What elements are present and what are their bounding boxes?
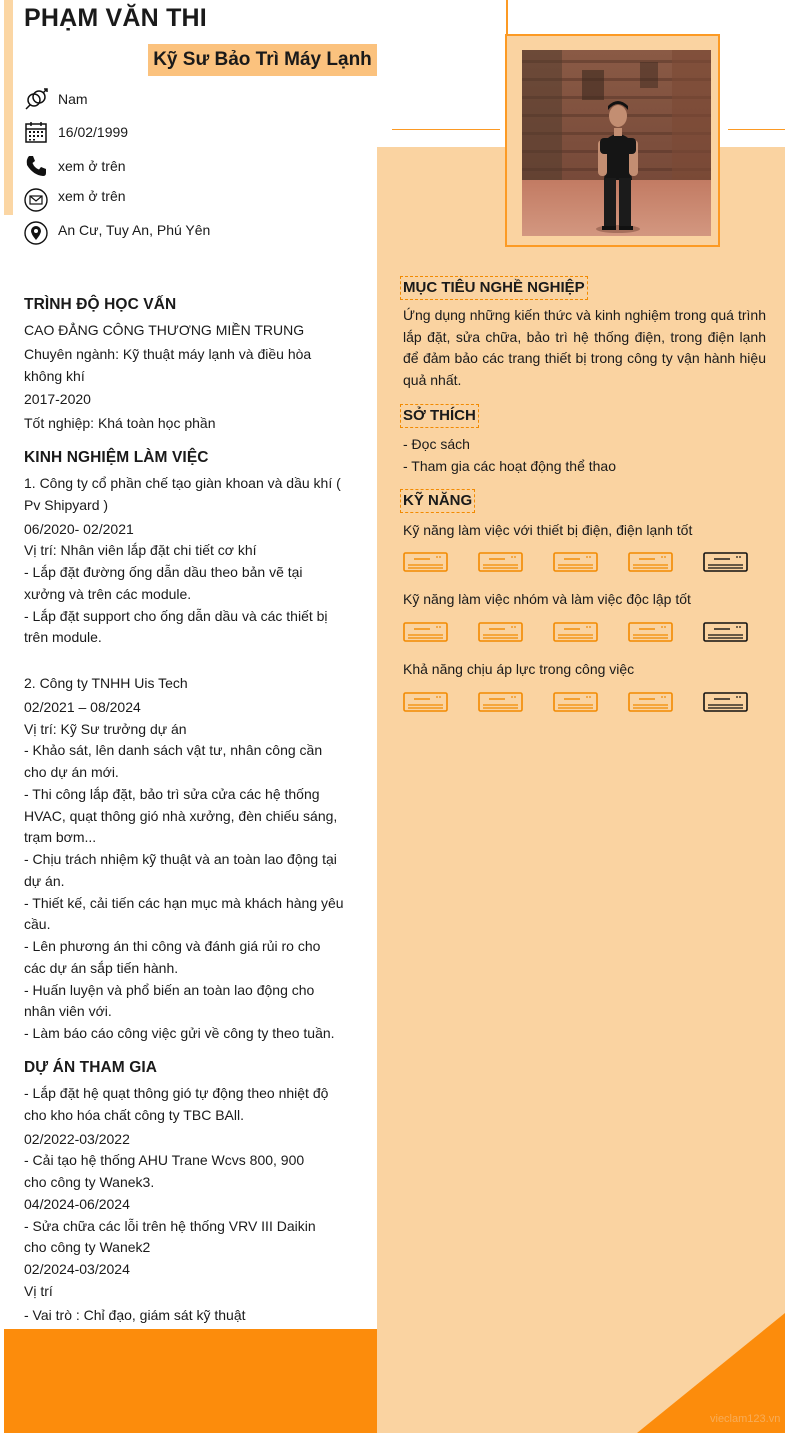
info-birthday (24, 119, 129, 145)
air-conditioner-icon-empty (703, 692, 748, 712)
experience-line: - Huấn luyện và phổ biến an toàn lao động cho (24, 982, 315, 998)
job-title: Kỹ Sư Bảo Trì Máy Lạnh (148, 44, 377, 76)
air-conditioner-icon-filled (628, 552, 673, 572)
experience-line: 1. Công ty cổ phần chế tạo giàn khoan và dầu khí ( (24, 475, 341, 491)
address-value: An Cư, Tuy An, Phú Yên (58, 222, 211, 238)
air-conditioner-icon-filled (478, 622, 523, 642)
air-conditioner-icon-filled (553, 552, 598, 572)
skill-label: Khả năng chịu áp lực trong công việc (403, 661, 635, 677)
decor-horizontal-line-left (392, 129, 500, 130)
education-line: 2017-2020 (24, 391, 91, 407)
project-line: cho kho hóa chất công ty TBC BAll. (24, 1107, 244, 1123)
project-line: - Sửa chữa các lỗi trên hệ thống VRV III Daikin (24, 1218, 316, 1234)
experience-line: - Làm báo cáo công việc gửi về công ty theo tuần. (24, 1025, 335, 1041)
skill-rating (403, 692, 748, 712)
experience-line: các dự án sắp tiến hành. (24, 960, 179, 976)
hobby-item: - Đọc sách (403, 436, 470, 452)
experience-line: Vị trí: Kỹ Sư trưởng dự án (24, 721, 187, 737)
avatar-illustration (522, 50, 711, 236)
experience-line: trạm bơm... (24, 829, 97, 845)
experience-line: - Lắp đặt support cho ống dẫn dầu và các thiết bị (24, 608, 328, 624)
education-line: Chuyên ngành: Kỹ thuật máy lạnh và điều hòa (24, 346, 312, 362)
phone-icon (24, 154, 48, 178)
hobbies-heading: SỞ THÍCH (400, 404, 479, 428)
decor-vertical-line (506, 0, 508, 34)
education-line: CAO ĐẲNG CÔNG THƯƠNG MIỀN TRUNG (24, 322, 305, 338)
decor-horizontal-line-right (728, 129, 785, 130)
skills-heading: KỸ NĂNG (400, 489, 475, 513)
hobby-item: - Tham gia các hoạt động thể thao (403, 458, 616, 474)
phone-value: xem ở trên (58, 158, 126, 174)
email-value: xem ở trên (58, 188, 126, 204)
experience-line: HVAC, quạt thông gió nhà xưởng, đèn chiếu sáng, (24, 808, 338, 824)
air-conditioner-icon-filled (628, 622, 673, 642)
bottom-decor-block (4, 1329, 377, 1433)
project-line: cho công ty Wanek3. (24, 1174, 155, 1190)
experience-line: 02/2021 – 08/2024 (24, 699, 141, 715)
air-conditioner-icon-filled (553, 622, 598, 642)
experience-line: - Thi công lắp đặt, bảo trì sửa cửa các hệ thống (24, 786, 320, 802)
experience-line: Vị trí: Nhân viên lắp đặt chi tiết cơ khí (24, 542, 257, 558)
air-conditioner-icon-filled (628, 692, 673, 712)
left-accent-bar (4, 0, 13, 215)
air-conditioner-icon-empty (703, 552, 748, 572)
experience-heading: KINH NGHIỆM LÀM VIỆC (24, 449, 209, 466)
location-pin-icon (24, 221, 48, 245)
project-line: - Lắp đặt hệ quạt thông gió tự động theo nhiệt độ (24, 1085, 329, 1101)
objective-heading: MỤC TIÊU NGHỀ NGHIỆP (400, 276, 588, 300)
skill-rating (403, 622, 748, 642)
calendar-icon (24, 120, 48, 144)
education-heading: TRÌNH ĐỘ HỌC VẤN (24, 296, 177, 313)
email-icon (24, 188, 48, 212)
candidate-name: PHẠM VĂN THI (24, 4, 207, 32)
experience-line: cho dự án mới. (24, 764, 119, 780)
air-conditioner-icon-empty (703, 622, 748, 642)
skill-rating (403, 552, 748, 572)
experience-line: trên module. (24, 629, 102, 645)
experience-line: - Lắp đặt đường ống dẫn dầu theo bản vẽ tại (24, 564, 303, 580)
info-phone (24, 153, 126, 179)
skill-label: Kỹ năng làm việc với thiết bị điện, điện lạnh tốt (403, 522, 693, 538)
experience-line: nhân viên với. (24, 1003, 112, 1019)
gender-value: Nam (58, 91, 88, 107)
experience-line: 06/2020- 02/2021 (24, 521, 134, 537)
birthday-value: 16/02/1999 (58, 124, 129, 140)
air-conditioner-icon-filled (478, 692, 523, 712)
info-gender (24, 86, 88, 112)
experience-line: 2. Công ty TNHH Uis Tech (24, 675, 188, 691)
air-conditioner-icon-filled (553, 692, 598, 712)
project-line: 04/2024-06/2024 (24, 1196, 130, 1212)
experience-line: - Khảo sát, lên danh sách vật tư, nhân công cần (24, 742, 323, 758)
skill-label: Kỹ năng làm việc nhóm và làm việc độc lập tốt (403, 591, 691, 607)
project-line: - Vai trò : Chỉ đạo, giám sát kỹ thuật (24, 1307, 246, 1323)
air-conditioner-icon-filled (403, 692, 448, 712)
projects-heading: DỰ ÁN THAM GIA (24, 1059, 158, 1076)
experience-line: - Lên phương án thi công và đánh giá rủi ro cho (24, 938, 321, 954)
air-conditioner-icon-filled (403, 552, 448, 572)
objective-text: Ứng dụng những kiến thức và kinh nghiệm trong quá trình lắp đặt, sửa chữa, bảo trì hệ thống điện, trong điện lạnh để đảm bảo các trang thiết bị trong công ty vận hành hiệu quả nhất. (403, 307, 766, 389)
project-line: Vị trí (24, 1283, 53, 1299)
education-line: không khí (24, 368, 85, 384)
air-conditioner-icon-filled (403, 622, 448, 642)
info-email (24, 187, 126, 213)
project-line: 02/2022-03/2022 (24, 1131, 130, 1147)
experience-line: Pv Shipyard ) (24, 497, 109, 513)
project-line: 02/2024-03/2024 (24, 1261, 130, 1277)
education-line: Tốt nghiệp: Khá toàn học phần (24, 415, 216, 431)
experience-line: xưởng và trên các module. (24, 586, 192, 602)
info-address (24, 220, 211, 246)
experience-line: dự án. (24, 873, 65, 889)
avatar-photo (522, 50, 711, 236)
project-line: - Cải tạo hệ thống AHU Trane Wcvs 800, 900 (24, 1152, 305, 1168)
experience-line: cầu. (24, 916, 51, 932)
experience-line: - Chịu trách nhiệm kỹ thuật và an toàn lao động tại (24, 851, 337, 867)
experience-line: - Thiết kế, cải tiến các hạn mục mà khách hàng yêu (24, 895, 344, 911)
watermark: vieclam123.vn (710, 1413, 781, 1425)
gender-icon (24, 87, 48, 111)
project-line: cho công ty Wanek2 (24, 1239, 151, 1255)
air-conditioner-icon-filled (478, 552, 523, 572)
